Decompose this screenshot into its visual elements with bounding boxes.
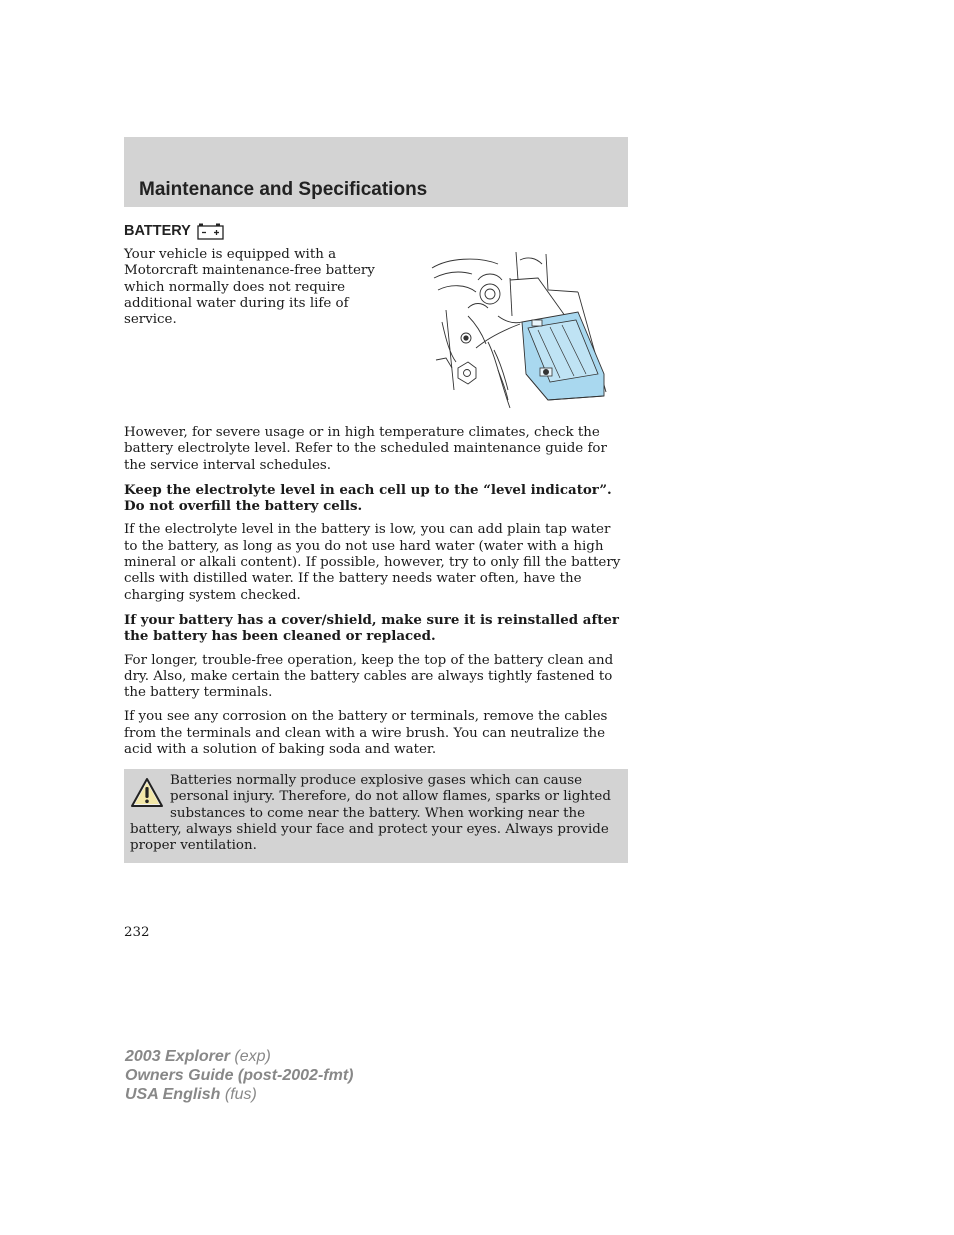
section-heading bbox=[124, 222, 224, 240]
paragraph-corrosion: If you see any corrosion on the battery or terminals, remove the cables from the terminals and clean with a wire brush. You can neutralize the acid with a solution of baking soda and water. bbox=[124, 709, 608, 758]
footer-line-3: USA English (fus) bbox=[125, 1086, 257, 1103]
warning-triangle-icon bbox=[130, 777, 164, 809]
footer-line-2: Owners Guide (post-2002-fmt) bbox=[125, 1067, 354, 1084]
paragraph-keep-clean: For longer, trouble-free operation, keep the top of the battery clean and dry. Also, make certain the battery cables are always tightly fastened to the battery terminals. bbox=[124, 652, 614, 701]
page-title: Maintenance and Specifications bbox=[139, 179, 428, 200]
paragraph-add-water: If the electrolyte level in the battery is low, you can add plain tap water to the battery, as long as you do not use hard water (water with a high mineral or alkali content). If possible, however, try to only fill the battery cells with distilled water. If the battery needs water often, have the charging system checked. bbox=[124, 522, 621, 603]
paragraph-severe-usage: However, for severe usage or in high temperature climates, check the battery electrolyte level. Refer to the scheduled maintenance guide for the service interval schedules. bbox=[124, 425, 607, 473]
footer-line-1: 2003 Explorer (exp) bbox=[125, 1048, 271, 1065]
paragraph-cover-shield: If your battery has a cover/shield, make sure it is reinstalled after the battery has been cleaned or replaced. bbox=[124, 611, 619, 645]
battery-engine-compartment-illustration bbox=[428, 250, 610, 412]
paragraph-electrolyte-level-warning: Keep the electrolyte level in each cell up to the “level indicator”. Do not overfill the battery cells. bbox=[124, 481, 612, 515]
section-header-band bbox=[124, 137, 628, 207]
intro-paragraph: Your vehicle is equipped with a Motorcraft maintenance-free battery which normally does not require additional water during its life of service. bbox=[124, 247, 375, 328]
warning-box bbox=[124, 769, 628, 863]
battery-icon bbox=[197, 222, 224, 240]
body-text bbox=[124, 425, 628, 766]
footer-document-info bbox=[125, 1047, 353, 1104]
section-heading-label: BATTERY bbox=[124, 223, 191, 239]
warning-text: Batteries normally produce explosive gases which can cause personal injury. Therefore, do not allow flames, sparks or lighted substances to come near the battery. When working near the battery, always shield your face and protect your eyes. Always provide proper ventilation. bbox=[130, 773, 611, 854]
page-number: 232 bbox=[124, 925, 150, 940]
